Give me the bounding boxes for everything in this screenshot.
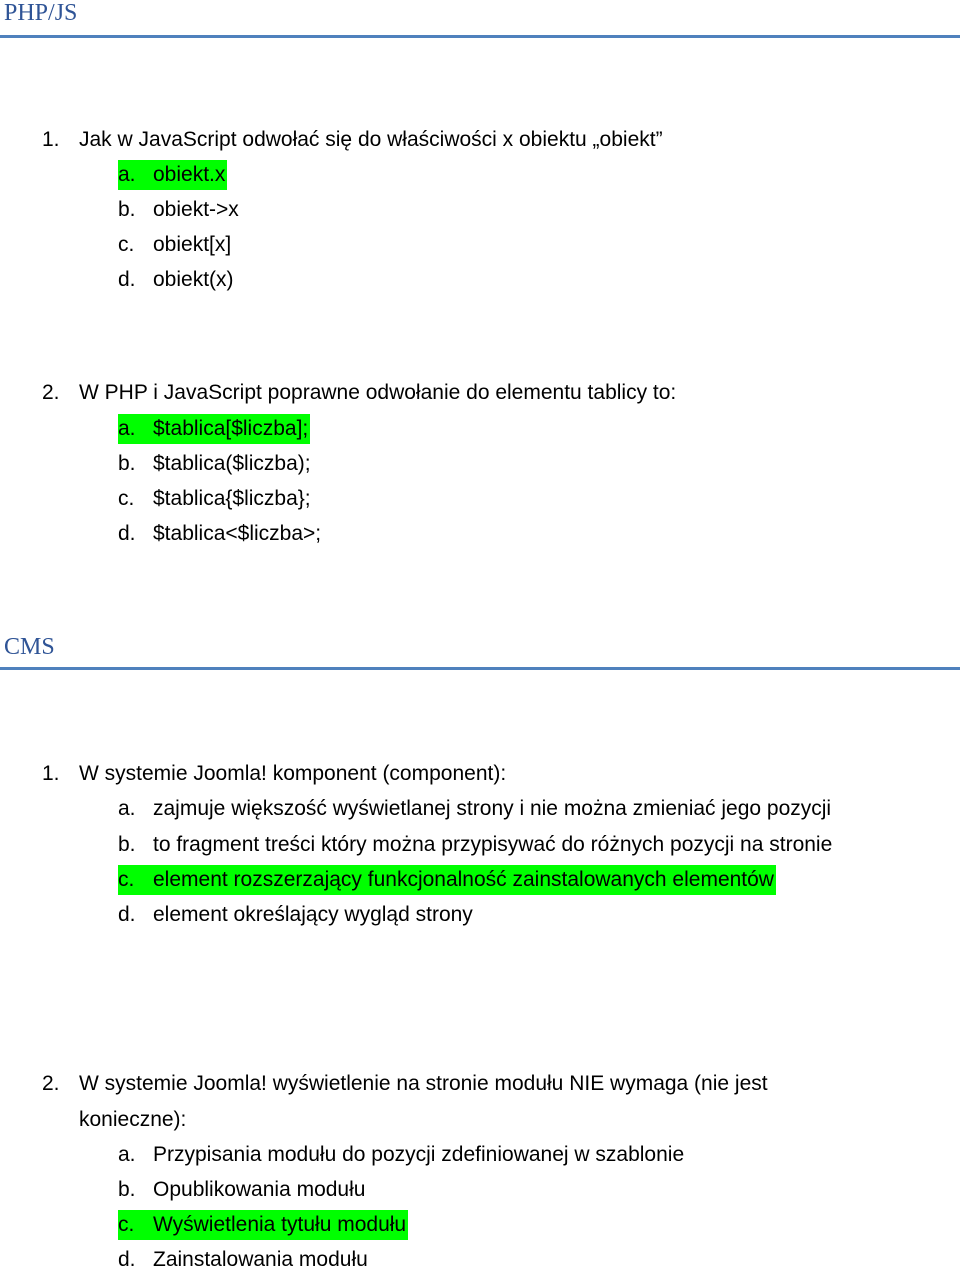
question-text: W PHP i JavaScript poprawne odwołanie do elementu tablicy to:	[79, 381, 677, 404]
question-number: 2.	[42, 381, 60, 404]
section-title-cms: CMS	[4, 634, 55, 660]
answer-option	[118, 195, 241, 225]
answer-option	[118, 449, 313, 479]
answer-option	[118, 414, 310, 444]
answer-option	[118, 865, 776, 895]
option-letter: c.	[118, 233, 135, 256]
question-text: Jak w JavaScript odwołać się do właściwości x obiektu „obiekt”	[79, 128, 663, 151]
option-letter: b.	[118, 833, 136, 856]
option-text: obiekt(x)	[153, 268, 234, 291]
answer-option	[118, 519, 323, 549]
option-letter: c.	[118, 487, 135, 510]
answer-option	[118, 1140, 686, 1170]
answer-option	[118, 1245, 370, 1275]
question-number: 2.	[42, 1072, 60, 1095]
option-letter: d.	[118, 903, 136, 926]
answer-option	[118, 160, 227, 190]
option-letter: d.	[118, 268, 136, 291]
option-text: Opublikowania modułu	[153, 1178, 366, 1201]
answer-option	[118, 230, 233, 260]
question-text-continued: konieczne):	[79, 1108, 187, 1131]
option-text: to fragment treści który można przypisywać do różnych pozycji na stronie	[153, 833, 833, 856]
option-text: Przypisania modułu do pozycji zdefiniowanej w szablonie	[153, 1143, 685, 1166]
option-letter: c.	[118, 868, 135, 891]
option-text: $tablica<$liczba>;	[153, 522, 322, 545]
question-text: W systemie Joomla! komponent (component):	[79, 762, 507, 785]
option-letter: a.	[118, 797, 136, 820]
answer-option	[118, 484, 313, 514]
option-text: obiekt.x	[153, 163, 226, 186]
answer-option	[118, 1175, 367, 1205]
option-letter: d.	[118, 522, 136, 545]
option-text: Wyświetlenia tytułu modułu	[153, 1213, 407, 1236]
answer-option	[118, 830, 834, 860]
option-text: obiekt->x	[153, 198, 239, 221]
option-letter: a.	[118, 163, 136, 186]
option-text: $tablica{$liczba};	[153, 487, 311, 510]
question-text: W systemie Joomla! wyświetlenie na stronie modułu NIE wymaga (nie jest	[79, 1072, 768, 1095]
section-divider	[0, 35, 960, 38]
option-letter: a.	[118, 417, 136, 440]
question-number: 1.	[42, 762, 60, 785]
option-text: $tablica[$liczba];	[153, 417, 309, 440]
section-divider	[0, 667, 960, 670]
option-text: element rozszerzający funkcjonalność zainstalowanych elementów	[153, 868, 774, 891]
answer-option	[118, 900, 475, 930]
option-letter: a.	[118, 1143, 136, 1166]
question-number: 1.	[42, 128, 60, 151]
option-text: $tablica($liczba);	[153, 452, 311, 475]
option-letter: b.	[118, 1178, 136, 1201]
answer-option	[118, 265, 236, 295]
option-text: obiekt[x]	[153, 233, 232, 256]
section-title-php-js: PHP/JS	[4, 0, 78, 26]
option-letter: b.	[118, 452, 136, 475]
option-letter: b.	[118, 198, 136, 221]
option-letter: c.	[118, 1213, 135, 1236]
option-text: element określający wygląd strony	[153, 903, 473, 926]
answer-option	[118, 1210, 408, 1240]
option-letter: d.	[118, 1248, 136, 1271]
option-text: zajmuje większość wyświetlanej strony i nie można zmieniać jego pozycji	[153, 797, 832, 820]
option-text: Zainstalowania modułu	[153, 1248, 368, 1271]
answer-option	[118, 794, 833, 824]
